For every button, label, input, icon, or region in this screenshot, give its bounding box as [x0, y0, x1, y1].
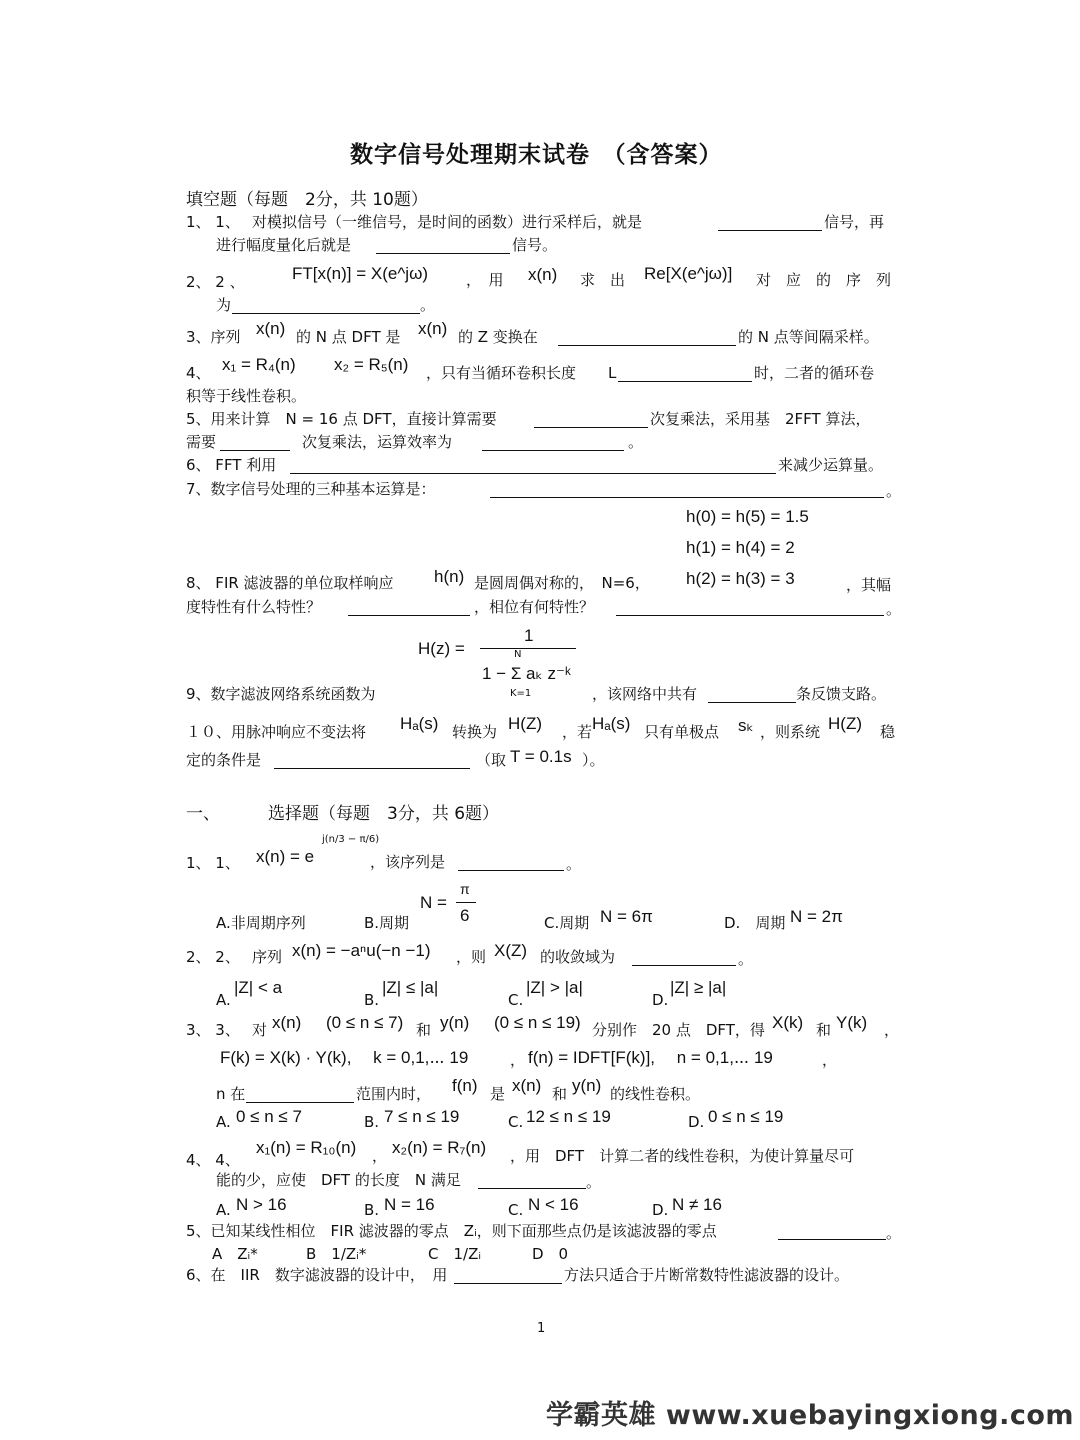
- choice-q3-y-range: (0 ≤ n ≤ 19): [494, 1013, 581, 1032]
- fill-q7-end: 。: [886, 482, 902, 500]
- fill-q4-x1: x₁ = R₄(n): [222, 355, 296, 374]
- fill-q1-after: 信号，再: [824, 213, 885, 231]
- fill-q8-blank-2: [616, 615, 884, 616]
- fill-q3-xn: x(n): [256, 319, 286, 338]
- fill-q1-text: 对模拟信号（一维信号，是时间的函数）进行采样后，就是: [252, 213, 643, 231]
- fill-q9-hz: H(z) =: [418, 639, 465, 658]
- choice-q5-option-a: A Zᵢ*: [212, 1245, 258, 1263]
- fill-q10-T: T = 0.1s: [510, 747, 572, 766]
- choice-q4-option-c: C.: [508, 1201, 524, 1219]
- fill-q10-line2b: （取: [476, 751, 507, 769]
- choice-q1-end: 。: [566, 855, 582, 873]
- choice-q3-comma-3: ，: [822, 1051, 838, 1069]
- choice-q1-frac-num: π: [460, 881, 470, 897]
- choice-q2-option-c-value: |Z| > |a|: [526, 978, 583, 997]
- fill-q4-line2: 积等于线性卷积。: [186, 387, 307, 405]
- choice-q1-option-a: A.非周期序列: [216, 914, 306, 932]
- fill-q5-end: 。: [628, 433, 644, 451]
- fill-q9-denominator: 1 − Σ aₖ z⁻ᵏ: [482, 664, 571, 683]
- fill-q4-after: 时，二者的循环卷: [754, 364, 875, 382]
- choice-q3-yn-2: y(n): [572, 1076, 602, 1095]
- fill-q3-xn-2: x(n): [418, 319, 448, 338]
- choice-section-number: 一、: [186, 804, 220, 824]
- choice-q4-end: 。: [586, 1173, 602, 1191]
- choice-q2-option-c: C.: [508, 991, 524, 1009]
- choice-q3-xk: X(k): [772, 1013, 804, 1032]
- fill-q10-hz: H(Z): [508, 714, 542, 733]
- fill-q2-formula-xn: x(n): [528, 265, 558, 284]
- choice-q1-option-c-value: N = 6π: [600, 907, 653, 926]
- fill-q3-after: 的 N 点等间隔采样。: [738, 328, 879, 346]
- fill-q5-line2a: 需要: [186, 433, 217, 451]
- choice-q2-mid: ，则: [456, 948, 487, 966]
- fill-q10-mid3: 只有单极点: [644, 723, 720, 741]
- choice-q4-x1: x₁(n) = R₁₀(n): [256, 1138, 357, 1157]
- choice-q3-xn-2: x(n): [512, 1076, 542, 1095]
- choice-q3-fn-idft: f(n) = IDFT[F(k)], n = 0,1,⋯ 19: [528, 1048, 773, 1067]
- choice-q4-option-c-value: N < 16: [528, 1195, 579, 1214]
- fill-q8-hn: h(n): [434, 567, 465, 586]
- fill-q10-line2a: 定的条件是: [186, 751, 262, 769]
- fill-q4-pre: 4、: [186, 364, 211, 382]
- page-title: 数字信号处理期末试卷 （含答案）: [350, 142, 723, 168]
- choice-q1-number: 1、 1、: [186, 854, 240, 872]
- choice-q4-after: ，用 DFT 计算二者的线性卷积，为使计算量尽可: [510, 1147, 855, 1165]
- fill-q2-text-3: 对 应 的 序 列: [756, 271, 892, 289]
- fill-q2-end: 。: [420, 296, 436, 314]
- fill-q10-blank: [274, 768, 470, 769]
- choice-q2-xz: X(Z): [494, 941, 528, 960]
- fill-q9-blank: [708, 702, 796, 703]
- fill-q4-x2: x₂ = R₅(n): [334, 355, 409, 374]
- choice-q6-after: 方法只适合于片断常数特性滤波器的设计。: [564, 1266, 850, 1284]
- choice-q4-option-a: A.: [216, 1201, 231, 1219]
- fill-q8-blank-1: [348, 615, 470, 616]
- fill-q9-lower: K=1: [510, 688, 532, 699]
- fill-q9-numerator: 1: [524, 626, 534, 645]
- choice-q4-option-a-value: N > 16: [236, 1195, 287, 1214]
- choice-q1-option-d: D. 周期: [724, 914, 786, 932]
- fill-q4-mid: ，只有当循环卷积长度: [426, 364, 577, 382]
- choice-q2-option-b-value: |Z| ≤ |a|: [382, 978, 439, 997]
- fill-q6-after: 来减少运算量。: [778, 456, 884, 474]
- fill-q8-mid: 是圆周偶对称的， N=6，: [474, 574, 650, 592]
- fill-q10-has: Hₐ(s): [400, 714, 439, 733]
- choice-q1-after: ，该序列是: [370, 853, 446, 871]
- choice-q2-formula: x(n) = −aⁿu(−n −1): [292, 941, 431, 960]
- choice-q3-x-range: (0 ≤ n ≤ 7): [326, 1013, 404, 1032]
- fill-q8-h14: h(1) = h(4) = 2: [686, 538, 795, 557]
- choice-q1-frac-bar: [456, 902, 476, 903]
- choice-q2-option-a: A.: [216, 991, 231, 1009]
- fill-q2-text-2: 求 出: [580, 271, 626, 289]
- choice-q4-option-b-value: N = 16: [384, 1195, 435, 1214]
- choice-q3-number: 3、 3、: [186, 1021, 240, 1039]
- fill-section-heading: 填空题（每题 2分，共 10题）: [186, 190, 428, 210]
- choice-q3-comma-2: ，: [510, 1051, 526, 1069]
- fill-q8-h23: h(2) = h(3) = 3: [686, 569, 795, 588]
- choice-q4-option-b: B.: [364, 1201, 380, 1219]
- choice-q2-option-d-value: |Z| ≥ |a|: [670, 978, 727, 997]
- fill-q10-hz-2: H(Z): [828, 714, 862, 733]
- fill-q1-blank-1: [718, 230, 822, 231]
- choice-q3-line3b: 范围内时，: [356, 1085, 432, 1103]
- page-number: 1: [537, 1321, 546, 1336]
- choice-q1-exponent: j(n/3 − π/6): [322, 834, 380, 845]
- choice-q3-option-c-value: 12 ≤ n ≤ 19: [526, 1107, 611, 1126]
- choice-q3-and: 和: [416, 1021, 432, 1039]
- choice-q1-option-c: C.周期: [544, 914, 590, 932]
- choice-q4-x2: x₂(n) = R₇(n): [392, 1138, 487, 1157]
- fill-q2-text-1: ， 用: [466, 271, 504, 289]
- choice-q3-mid: 分别作 20 点 DFT，得: [592, 1021, 765, 1039]
- fill-q8-line2b: ，相位有何特性？: [474, 598, 595, 616]
- choice-q2-after: 的收敛域为: [540, 948, 616, 966]
- choice-q4-line2a: 能的少，应使 DFT 的长度 N 满足: [216, 1171, 461, 1189]
- choice-q5-blank: [778, 1239, 886, 1240]
- choice-q2-option-a-value: |Z| < a: [234, 978, 283, 997]
- fill-q8-line2a: 度特性有什么特性？: [186, 598, 322, 616]
- fill-q10-line2c: ）。: [582, 751, 605, 769]
- fill-q5-line2b: 次复乘法，运算效率为: [302, 433, 453, 451]
- choice-q3-comma: ，: [884, 1021, 900, 1039]
- choice-q3-yn: y(n): [440, 1013, 470, 1032]
- choice-q4-option-d: D.: [652, 1201, 669, 1219]
- fill-q3-mid2: 的 Z 变换在: [458, 328, 538, 346]
- choice-q3-yk: Y(k): [836, 1013, 868, 1032]
- watermark: 学霸英雄 www.xuebayingxiong.com: [546, 1400, 1075, 1431]
- fill-q5-line1a: 5、用来计算 N = 16 点 DFT，直接计算需要: [186, 410, 497, 428]
- choice-q3-xn: x(n): [272, 1013, 302, 1032]
- fill-q5-blank-3: [482, 450, 624, 451]
- fill-q10-has-2: Hₐ(s): [592, 714, 631, 733]
- fill-q1-after2: 信号。: [512, 236, 558, 254]
- choice-q3-option-b: B.: [364, 1113, 380, 1131]
- fill-q1-number: 1、 1、: [186, 213, 240, 231]
- fill-q2-formula-ft: FT[x(n)] = X(e^jω): [292, 264, 429, 283]
- choice-q2-number: 2、 2、: [186, 948, 240, 966]
- fill-q5-blank-1: [534, 427, 648, 428]
- fill-q8-pre: 8、 FIR 滤波器的单位取样响应: [186, 574, 394, 592]
- fill-q7-blank: [490, 497, 884, 498]
- fill-q2-line2: 为: [216, 296, 232, 314]
- choice-q4-blank: [478, 1188, 586, 1189]
- choice-q1-option-d-value: N = 2π: [790, 907, 843, 926]
- choice-section-heading: 选择题（每题 3分，共 6题）: [268, 804, 500, 824]
- choice-q3-line3a: n 在: [216, 1085, 246, 1103]
- fill-q4-blank: [618, 381, 752, 382]
- choice-q4-number: 4、 4、: [186, 1151, 240, 1169]
- choice-q3-option-a-value: 0 ≤ n ≤ 7: [236, 1107, 302, 1126]
- choice-q1-frac-den: 6: [460, 906, 470, 925]
- choice-q3-fk: F(k) = X(k) · Y(k), k = 0,1,⋯ 19: [220, 1048, 469, 1067]
- fill-q9-mid: ，该网络中共有: [592, 685, 698, 703]
- fill-q8-after: ，其幅: [846, 576, 892, 594]
- fill-q9-pre: 9、数字滤波网络系统函数为: [186, 685, 376, 703]
- fill-q10-mid4: ，则系统: [760, 723, 821, 741]
- fill-q5-line1b: 次复乘法，采用基 2FFT 算法，: [650, 410, 871, 428]
- choice-q2-blank: [632, 965, 736, 966]
- choice-q2-option-b: B.: [364, 991, 380, 1009]
- choice-q3-and2: 和: [816, 1021, 832, 1039]
- fill-q5-blank-2: [220, 450, 290, 451]
- fill-q9-upper: N: [514, 649, 522, 660]
- fill-q2-formula-re: Re[X(e^jω)]: [644, 264, 733, 283]
- fill-q10-after: 稳: [880, 723, 896, 741]
- fill-q9-fraction-bar: [480, 648, 576, 649]
- choice-q4-sep: ，: [372, 1147, 388, 1165]
- fill-q1-blank-2: [376, 253, 510, 254]
- choice-q3-line3e: 的线性卷积。: [610, 1085, 701, 1103]
- choice-q3-line3c: 是: [490, 1085, 506, 1103]
- choice-q3-line3d: 和: [552, 1085, 568, 1103]
- fill-q6-blank: [290, 473, 776, 474]
- fill-q8-h05: h(0) = h(5) = 1.5: [686, 507, 809, 526]
- choice-q2-pre: 序列: [252, 948, 283, 966]
- choice-q6-pre: 6、在 IIR 数字滤波器的设计中， 用: [186, 1266, 448, 1284]
- fill-q10-mid1: 转换为: [452, 723, 498, 741]
- choice-q5-option-b: B 1/Zᵢ*: [306, 1245, 367, 1263]
- choice-q6-blank: [454, 1283, 562, 1284]
- fill-q3-pre: 3、序列: [186, 328, 241, 346]
- choice-q5-end: 。: [886, 1224, 902, 1242]
- choice-q1-blank: [458, 870, 564, 871]
- fill-q6-pre: 6、 FFT 利用: [186, 456, 277, 474]
- choice-q3-fn: f(n): [452, 1076, 478, 1095]
- choice-q5-option-c: C 1/Zᵢ: [428, 1245, 482, 1263]
- fill-q1-line2: 进行幅度量化后就是: [216, 236, 352, 254]
- choice-q1-frac-lhs: N =: [420, 893, 447, 912]
- fill-q10-mid2: ，若: [562, 723, 593, 741]
- fill-q9-after: 条反馈支路。: [796, 685, 887, 703]
- choice-q3-blank: [246, 1102, 354, 1103]
- choice-q3-option-d: D.: [688, 1113, 705, 1131]
- fill-q10-pre: １０、用脉冲响应不变法将: [186, 723, 367, 741]
- choice-q5-option-d: D 0: [532, 1245, 569, 1263]
- choice-q3-pre: 对: [252, 1021, 268, 1039]
- choice-q3-option-d-value: 0 ≤ n ≤ 19: [708, 1107, 784, 1126]
- fill-q10-sk: sₖ: [738, 716, 754, 735]
- fill-q8-end: 。: [886, 600, 902, 618]
- fill-q3-mid: 的 N 点 DFT 是: [296, 328, 401, 346]
- choice-q3-option-b-value: 7 ≤ n ≤ 19: [384, 1107, 460, 1126]
- fill-q2-number: 2、 2 、: [186, 273, 245, 291]
- fill-q4-L: L: [608, 364, 617, 382]
- fill-q7-pre: 7、数字信号处理的三种基本运算是：: [186, 480, 436, 498]
- choice-q4-option-d-value: N ≠ 16: [672, 1195, 722, 1214]
- fill-q3-blank: [558, 345, 736, 346]
- choice-q1-option-b: B.周期: [364, 914, 410, 932]
- choice-q2-end: 。: [738, 950, 754, 968]
- choice-q1-formula: x(n) = e: [256, 847, 315, 866]
- choice-q2-option-d: D.: [652, 991, 669, 1009]
- fill-q2-blank: [232, 313, 420, 314]
- choice-q5-text: 5、已知某线性相位 FIR 滤波器的零点 Zᵢ，则下面那些点仍是该滤波器的零点: [186, 1222, 717, 1240]
- choice-q3-option-a: A.: [216, 1113, 231, 1131]
- choice-q3-option-c: C.: [508, 1113, 524, 1131]
